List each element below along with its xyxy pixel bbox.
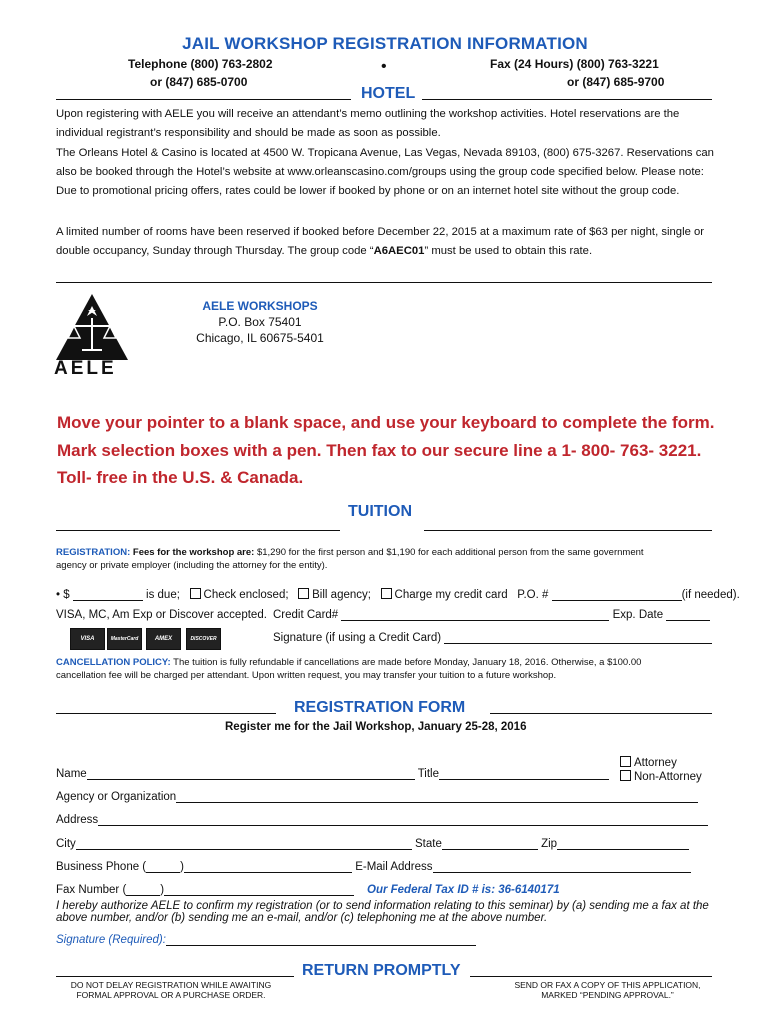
page-title: JAIL WORKSHOP REGISTRATION INFORMATION <box>182 34 588 53</box>
cards-accepted: VISA, MC, Am Exp or Discover accepted. <box>56 609 267 621</box>
email-input[interactable] <box>433 861 691 873</box>
city-input[interactable] <box>76 838 412 850</box>
charge-card-checkbox[interactable] <box>381 588 392 599</box>
fax-line-1: Fax (24 Hours) (800) 763-3221 <box>490 57 659 71</box>
bill-agency-checkbox[interactable] <box>298 588 309 599</box>
agency-input[interactable] <box>176 791 698 803</box>
form-heading: REGISTRATION FORM <box>294 699 466 716</box>
attorney-checkbox[interactable] <box>620 756 631 767</box>
instruction-line-2: Mark selection boxes with a pen. Then fax to our secure line a 1- 800- 763- 3221. <box>57 441 702 460</box>
form-rule-left <box>56 713 276 714</box>
po-number-input[interactable] <box>552 589 682 601</box>
form-rule-right <box>490 713 712 714</box>
hotel-paragraph-3: A limited number of rooms have been reserved if booked before December 22, 2015 at a maximum rate of $63 per night, single or double occupancy, Sunday through Thursday. The group code “A6AEC01” must be used to obtain this rate. <box>56 226 705 257</box>
signature-input[interactable] <box>166 934 476 946</box>
non-attorney-checkbox[interactable] <box>620 770 631 781</box>
org-name: AELE WORKSHOPS <box>202 299 318 313</box>
org-city: Chicago, IL 60675-5401 <box>196 331 324 345</box>
fax-line-2: or (847) 685-9700 <box>567 75 665 89</box>
name-row: Name Title <box>56 768 609 780</box>
zip-input[interactable] <box>557 838 689 850</box>
city-row: City State Zip <box>56 838 689 850</box>
tuition-rule-left <box>56 530 340 531</box>
card-signature-input[interactable] <box>444 632 712 644</box>
fax-input[interactable] <box>164 884 354 896</box>
exp-date-input[interactable] <box>666 609 710 621</box>
group-code: A6AEC01 <box>373 245 425 257</box>
authorization-text: I hereby authorize AELE to confirm my registration (or to send information relating to this seminar) by (a) sending me a fax at the above number, and/or (b) sending me an e-mail, and/or (c) telephoning me at the above number. <box>56 900 709 924</box>
fax-area-input[interactable] <box>126 884 160 896</box>
logo-text: AELE <box>54 358 117 379</box>
footer-left-note: DO NOT DELAY REGISTRATION WHILE AWAITING FORMAL APPROVAL OR A PURCHASE ORDER. <box>70 980 272 1000</box>
card-signature-row: Signature (if using a Credit Card) <box>273 632 712 644</box>
phone-area-input[interactable] <box>146 861 180 873</box>
section-rule <box>56 282 712 283</box>
hotel-rule-right <box>422 99 712 100</box>
signature-row: Signature (Required): <box>56 934 476 946</box>
instruction-line-1: Move your pointer to a blank space, and use your keyboard to complete the form. <box>57 413 715 432</box>
hotel-rule-left <box>56 99 351 100</box>
credit-card-row: Credit Card# Exp. Date <box>273 609 710 621</box>
mastercard-icon: MasterCard <box>107 628 142 650</box>
credit-card-input[interactable] <box>341 609 609 621</box>
phone-input[interactable] <box>184 861 352 873</box>
agency-row: Agency or Organization <box>56 791 698 803</box>
tuition-rule-right <box>424 530 712 531</box>
state-input[interactable] <box>442 838 538 850</box>
attorney-options: Attorney Non-Attorney <box>620 756 702 784</box>
tax-id: Our Federal Tax ID # is: 36-6140171 <box>367 884 560 896</box>
footer-rule-right <box>470 976 712 977</box>
fax-row: Fax Number ( ) <box>56 884 354 896</box>
cancellation-policy: CANCELLATION POLICY: The tuition is fully refundable if cancellations are made before Monday, January 18, 2016. Otherwise, a $100.00 cancellation fee will be charged per attendant. Upon written request, you may transfer your tuition to a future workshop. <box>56 657 642 681</box>
phone-line-2: or (847) 685-0700 <box>150 75 248 89</box>
amount-due-input[interactable] <box>73 589 143 601</box>
org-address <box>160 298 360 346</box>
fees-text: REGISTRATION: Fees for the workshop are: $1,290 for the first person and $1,190 for each additional person from the same government agency or private employer (including the attorney for the entity). <box>56 547 644 571</box>
tuition-heading: TUITION <box>348 503 412 520</box>
visa-icon: VISA <box>70 628 105 650</box>
form-subtitle: Register me for the Jail Workshop, January 25-28, 2016 <box>225 721 527 733</box>
name-input[interactable] <box>87 768 415 780</box>
amex-icon: AMEX <box>146 628 181 650</box>
address-row: Address <box>56 814 708 826</box>
hotel-heading: HOTEL <box>361 85 416 102</box>
footer-right-note: SEND OR FAX A COPY OF THIS APPLICATION, MARKED “PENDING APPROVAL.” <box>514 980 701 1000</box>
return-promptly: RETURN PROMPTLY <box>302 962 461 979</box>
payment-row: • $ is due; Check enclosed; Bill agency; Charge my credit card P.O. # (if needed). <box>56 589 740 601</box>
hotel-paragraph-2: The Orleans Hotel & Casino is located at 4500 W. Tropicana Avenue, Las Vegas, Nevada 89103, (800) 675-3267. Reservations can also be booked through the Hotel’s website at www.orleanscasino.com/groups using the group code specified below. Please note: Due to promotional pricing offers, rates could be lower if booked by phone or on an internet hotel site without the group code. <box>56 147 714 197</box>
discover-icon: DISCOVER <box>186 628 221 650</box>
instruction-line-3: Toll- free in the U.S. & Canada. <box>57 468 304 487</box>
check-enclosed-checkbox[interactable] <box>190 588 201 599</box>
header-bullet: • <box>381 58 387 75</box>
address-input[interactable] <box>98 814 708 826</box>
title-input[interactable] <box>439 768 609 780</box>
phone-row: Business Phone ( ) E-Mail Address <box>56 861 691 873</box>
hotel-paragraph-1: Upon registering with AELE you will receive an attendant’s memo outlining the workshop activities. Hotel reservations are the individual registrant’s responsibility and should be made as soon as possible. <box>56 108 680 139</box>
phone-line-1: Telephone (800) 763-2802 <box>128 57 273 71</box>
footer-rule-left <box>56 976 294 977</box>
org-po-box: P.O. Box 75401 <box>218 315 302 329</box>
